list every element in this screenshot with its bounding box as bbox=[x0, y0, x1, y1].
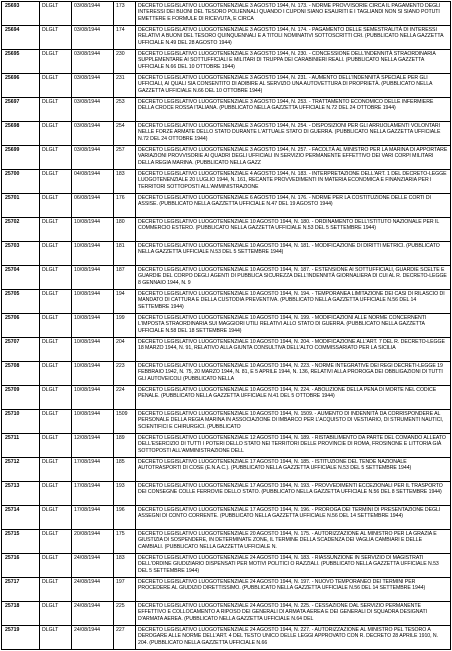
act-type: DLGLT bbox=[40, 602, 72, 626]
act-description: DECRETO LEGISLATIVO LUOGOTENENZIALE 20 AGOSTO 1944, N. 175. - AUTORIZZAZIONE AL MINISTRO PER LA GRAZIA E GIUSTIZIA DI SOSPENDERE, IN DETERMINATE ZONE, IL TERMINE DELLA SCADENZA DEI VAGLIA CAMBIARI E DELLE CAMBIALI. (PUBBLICATO NELLA GAZZETTA UFFICIALE N. bbox=[136, 530, 451, 554]
act-description: DECRETO LEGISLATIVO LUOGOTENENZIALE 10 AGOSTO 1944, N. 180. - ORDINAMENTO DELL'ISTITUTO NAZIONALE PER IL COMMERCIO ESTERO. (PUBBLICATO NELLA GAZZETTA UFFICIALE N.53 DEL 5 SETTEMBRE 1944) bbox=[136, 218, 451, 242]
act-date: 03/08/1944 bbox=[72, 122, 114, 146]
act-date: 17/08/1944 bbox=[72, 506, 114, 530]
table-row bbox=[2, 506, 451, 530]
record-number: 25698 bbox=[2, 122, 40, 146]
act-type: DLGLT bbox=[40, 482, 72, 506]
act-type: DLGLT bbox=[40, 98, 72, 122]
act-description: DECRETO LEGISLATIVO LUOGOTENENZIALE 3 AGOSTO 1944, N. 257. - FACOLTÀ AL MINISTRO PER LA MARINA DI APPORTARE VARIAZIONI PROVVISORIE AI QUADRI DEGLI UFFICIALI IN SERVIZIO PERMANENTE EFFETTIVO DEI VARI CORPI MILITARI DELLA REGIA MARINA. (PUBBLICATO NELLA GAZZ bbox=[136, 146, 451, 170]
table-row bbox=[2, 602, 451, 626]
act-date: 24/08/1944 bbox=[72, 578, 114, 602]
table-row bbox=[2, 242, 451, 266]
act-date: 10/08/1944 bbox=[72, 410, 114, 434]
table-row bbox=[2, 482, 451, 506]
act-type: DLGLT bbox=[40, 314, 72, 338]
act-date: 06/08/1944 bbox=[72, 194, 114, 218]
act-date: 04/08/1944 bbox=[72, 170, 114, 194]
act-description: DECRETO LEGISLATIVO LUOGOTENENZIALE 24 AGOSTO 1944, N. 183. - RIASSUNZIONE IN SERVIZIO DI MAGISTRATI DELL'ORDINE GIUDIZIARIO DISPENSATI PER MOTIVI POLITICI O RAZZIALI. (PUBBLICATO NELLA GAZZETTA UFFICIALE N.53 DEL 5 SETTEMBRE 1944) bbox=[136, 554, 451, 578]
table-row bbox=[2, 362, 451, 386]
record-number: 25712 bbox=[2, 458, 40, 482]
act-type: DLGLT bbox=[40, 242, 72, 266]
act-type: DLGLT bbox=[40, 410, 72, 434]
act-number: 254 bbox=[114, 122, 136, 146]
record-number: 25703 bbox=[2, 242, 40, 266]
act-type: DLGLT bbox=[40, 194, 72, 218]
act-type: DLGLT bbox=[40, 122, 72, 146]
record-number: 25702 bbox=[2, 218, 40, 242]
record-number: 25719 bbox=[2, 626, 40, 650]
record-number: 25710 bbox=[2, 410, 40, 434]
table-row bbox=[2, 74, 451, 98]
act-type: DLGLT bbox=[40, 386, 72, 410]
act-description: DECRETO LEGISLATIVO LUOGOTENENZIALE 10 AGOSTO 1944, N. 199. - MODIFICAZIONI ALLE NORME CONCERNENTI L'IMPOSTA STRAORDINARIA SUI MAGGIORI UTILI RELATIVI ALLO STATO DI GUERRA. (PUBBLICATO NELLA GAZZETTA UFFICIALE N.58 DEL 18 SETTEMBRE 1944) bbox=[136, 314, 451, 338]
record-number: 25704 bbox=[2, 266, 40, 290]
act-date: 03/08/1944 bbox=[72, 146, 114, 170]
act-type: DLGLT bbox=[40, 290, 72, 314]
table-row bbox=[2, 554, 451, 578]
table-row bbox=[2, 2, 451, 26]
record-number: 25696 bbox=[2, 74, 40, 98]
act-description: DECRETO LEGISLATIVO LUOGOTENENZIALE 17 AGOSTO 1944, N. 185. - ISTITUZIONE DEL TENDE NAZIONALE AUTOTRASPORTI DI COSE (E.N.A.C.). (PUBBLICATO NELLA GAZZETTA UFFICIALE N.53 DEL 5 SETTEMBRE 1944) bbox=[136, 458, 451, 482]
table-row bbox=[2, 98, 451, 122]
act-number: 197 bbox=[114, 578, 136, 602]
act-type: DLGLT bbox=[40, 578, 72, 602]
act-number: 231 bbox=[114, 74, 136, 98]
act-type: DLGLT bbox=[40, 218, 72, 242]
act-description: DECRETO LEGISLATIVO LUOGOTENENZIALE 10 AGOSTO 1944, N. 194. - TEMPORANEA LIMITAZIONE DEI CASI DI RILASCIO DI MANDATO DI CATTURA E DELLA CUSTODIA PREVENTIVA. (PUBBLICATO NELLA GAZZETTA UFFICIALE N.56 DEL 14 SETTEMBRE 1944) bbox=[136, 290, 451, 314]
act-date: 10/08/1944 bbox=[72, 386, 114, 410]
table-row bbox=[2, 26, 451, 50]
act-date: 24/08/1944 bbox=[72, 554, 114, 578]
table-row bbox=[2, 266, 451, 290]
act-number: 199 bbox=[114, 314, 136, 338]
act-type: DLGLT bbox=[40, 362, 72, 386]
act-date: 03/08/1944 bbox=[72, 26, 114, 50]
act-description: DECRETO LEGISLATIVO LUOGOTENENZIALE 12 AGOSTO 1944, N. 189. - RISTABILIMENTO DA PARTE DEL COMANDO ALLEATO DELL'ESERCIZIO DI TUTTI I POTERI DELLO STATO NEI TERRITORI DELLE PROVINCIE DI ROMA, FROSINONE E LITTORIA GIÀ SOTTOPOSTI ALL'AMMINISTRAZIONE DELL bbox=[136, 434, 451, 458]
act-type: DLGLT bbox=[40, 458, 72, 482]
act-description: DECRETO LEGISLATIVO LUOGOTENENZIALE 3 AGOSTO 1944, N. 174. - PAGAMENTO DELLE SEMESTRALITÀ DI INTERESSI RELATIVI A BUONI DEL TESORO QUINQUENNALI E A TITOLI NOMINATIVI SOTTOSCRITTI CRI. (PUBBLICATO NELLA GAZZETTA UFFICIALE N.49 DEL 28 AGOSTO 1944) bbox=[136, 26, 451, 50]
act-date: 10/08/1944 bbox=[72, 338, 114, 362]
act-number: 176 bbox=[114, 194, 136, 218]
act-description: DECRETO LEGISLATIVO LUOGOTENENZIALE 24 AGOSTO 1944, N. 197. - NUOVO TEMPORANEO DEI TERMINI PER PROCEDERE AL GIUDIZIO DIRETTISSIMO. (PUBBLICATO NELLA GAZZETTA UFFICIALE N.56 DEL 14 SETTEMBRE 1944) bbox=[136, 578, 451, 602]
table-row bbox=[2, 410, 451, 434]
act-number: 181 bbox=[114, 242, 136, 266]
act-description: DECRETO LEGISLATIVO LUOGOTENENZIALE 10 AGOSTO 1944, N. 187. - ESTENSIONE AI SOTTUFFICIALI, GUARDIE SCELTE E GUARDIE DEL CORPO DEGLI AGENTI DI PUBBLICA SICUREZZA DELL'INDENNITÀ GIORNALIERA DI CUI AL R. DECRETO-LEGGE 8 GENNAIO 1944, N. 9 bbox=[136, 266, 451, 290]
record-number: 25713 bbox=[2, 482, 40, 506]
act-description: DECRETO LEGISLATIVO LUOGOTENENZIALE 10 AGOSTO 1944, N. 181. - MODIFICAZIONE DI DIRITTI METRICI. (PUBBLICATO NELLA GAZZETTA UFFICIALE N.53 DEL 5 SETTEMBRE 1944) bbox=[136, 242, 451, 266]
act-type: DLGLT bbox=[40, 554, 72, 578]
table-row bbox=[2, 434, 451, 458]
act-type: DLGLT bbox=[40, 434, 72, 458]
record-number: 25705 bbox=[2, 290, 40, 314]
act-number: 253 bbox=[114, 98, 136, 122]
act-number: 183 bbox=[114, 170, 136, 194]
act-number: 1509 bbox=[114, 410, 136, 434]
act-number: 185 bbox=[114, 458, 136, 482]
record-number: 25718 bbox=[2, 602, 40, 626]
act-description: DECRETO LEGISLATIVO LUOGOTENENZIALE 6 AGOSTO 1944, N. 176. - NORME PER LA COSTITUZIONE DELLE CORTI DI ASSISE. (PUBBLICATO NELLA GAZZETTA UFFICIALE N.47 DEL 19 AGOSTO 1944) bbox=[136, 194, 451, 218]
act-number: 225 bbox=[114, 602, 136, 626]
act-number: 180 bbox=[114, 218, 136, 242]
act-type: DLGLT bbox=[40, 74, 72, 98]
table-row bbox=[2, 314, 451, 338]
act-number: 224 bbox=[114, 386, 136, 410]
act-number: 183 bbox=[114, 554, 136, 578]
act-type: DLGLT bbox=[40, 266, 72, 290]
act-number: 174 bbox=[114, 26, 136, 50]
act-date: 03/08/1944 bbox=[72, 50, 114, 74]
record-number: 25716 bbox=[2, 554, 40, 578]
act-type: DLGLT bbox=[40, 50, 72, 74]
act-number: 189 bbox=[114, 434, 136, 458]
act-number: 175 bbox=[114, 530, 136, 554]
table-row bbox=[2, 218, 451, 242]
act-date: 10/08/1944 bbox=[72, 314, 114, 338]
table-row bbox=[2, 338, 451, 362]
act-description: DECRETO LEGISLATIVO LUOGOTENENZIALE 24 AGOSTO 1944, N. 227. - AUTORIZZAZIONE AL MINISTRO PEL TESORO A DEROGARE ALLE NORME DELL'ART. 4 DEL TESTO UNICO DELLE LEGGI APPROVATO CON R. DECRETO 28 APRILE 1910, N. 204. (PUBBLICATO NELLA GAZZETTA UFFICIALE N.66 bbox=[136, 626, 451, 650]
table-row bbox=[2, 530, 451, 554]
act-date: 24/08/1944 bbox=[72, 602, 114, 626]
act-type: DLGLT bbox=[40, 26, 72, 50]
record-number: 25717 bbox=[2, 578, 40, 602]
record-number: 25695 bbox=[2, 50, 40, 74]
act-date: 03/08/1944 bbox=[72, 2, 114, 26]
act-number: 230 bbox=[114, 50, 136, 74]
record-number: 25699 bbox=[2, 146, 40, 170]
table-row bbox=[2, 458, 451, 482]
act-type: DLGLT bbox=[40, 530, 72, 554]
act-number: 187 bbox=[114, 266, 136, 290]
act-date: 17/08/1944 bbox=[72, 482, 114, 506]
table-row bbox=[2, 170, 451, 194]
act-type: DLGLT bbox=[40, 506, 72, 530]
table-row bbox=[2, 194, 451, 218]
act-description: DECRETO LEGISLATIVO LUOGOTENENZIALE 3 AGOSTO 1944, N. 173. - NORME PROVVISORIE CIRCA IL PAGAMENTO DEGLI INTERESSI DEI BUONI DEL TESORO POLIENNALI QUANDO I CUPONI SIANO ESAURITI E I TAGLIANDI NON SI SIANO POTUTI EMETTERE E FORMULE DI RICEVUTA, E CIRCA bbox=[136, 2, 451, 26]
act-description: DECRETO LEGISLATIVO LUOGOTENENZIALE 17 AGOSTO 1944, N. 196. - PROROGA DEI TERMINI DI PRESENTAZIONE DEGLI ASSEGNI DI CONTO CORRENTE. (PUBBLICATO NELLA GAZZETTA UFFICIALE N.56 DEL 14 SETTEMBRE 1944) bbox=[136, 506, 451, 530]
record-number: 25694 bbox=[2, 26, 40, 50]
act-description: DECRETO LEGISLATIVO LUOGOTENENZIALE 10 AGOSTO 1944, N. 224. - ABOLIZIONE DELLA PENA DI MORTE NEL CODICE PENALE. (PUBBLICATO NELLA GAZZETTA UFFICIALE N.41 DEL 5 OTTOBRE 1944) bbox=[136, 386, 451, 410]
act-date: 10/08/1944 bbox=[72, 218, 114, 242]
record-number: 25714 bbox=[2, 506, 40, 530]
act-description: DECRETO LEGISLATIVO LUOGOTENENZIALE 3 AGOSTO 1944, N. 253. - TRATTAMENTO ECONOMICO DELLE INFERMIERE DELLA CROCE ROSSA ITALIANA. (PUBBLICATO NELLA GAZZETTA UFFICIALE N.72 DEL 24 OTTOBRE 1944) bbox=[136, 98, 451, 122]
act-date: 24/08/1944 bbox=[72, 626, 114, 650]
act-number: 227 bbox=[114, 626, 136, 650]
act-date: 17/08/1944 bbox=[72, 458, 114, 482]
act-date: 03/08/1944 bbox=[72, 98, 114, 122]
act-description: DECRETO LEGISLATIVO LUOGOTENENZIALE 10 AGOSTO 1944, N. 204. - MODIFICAZIONE ALL'ART. 7 DEL R. DECRETO-LEGGE 18 MARZO 1944, N. 91, RELATIVO ALLA GIUNTA CONSULTIVA DELL'ALTO COMMISSARIATO PER LA SICILIA bbox=[136, 338, 451, 362]
act-date: 12/08/1944 bbox=[72, 434, 114, 458]
record-number: 25715 bbox=[2, 530, 40, 554]
table-row bbox=[2, 626, 451, 650]
act-description: DECRETO LEGISLATIVO LUOGOTENENZIALE 3 AGOSTO 1944, N. 231. - AUMENTO DELL'INDENNITÀ SPECIALE PER GLI UFFICIALI, AI QUALI SIA CONSENTITO DI ADIBIRE AL SERVIZIO UNA AUTOVETTURA DI PROPRIETÀ. (PUBBLICATO NELLA GAZZETTA UFFICIALE N.66 DEL 10 OTTOBRE 1944) bbox=[136, 74, 451, 98]
act-date: 20/08/1944 bbox=[72, 530, 114, 554]
decree-table-body bbox=[2, 2, 451, 650]
act-date: 10/08/1944 bbox=[72, 290, 114, 314]
act-number: 194 bbox=[114, 290, 136, 314]
act-description: DECRETO LEGISLATIVO LUOGOTENENZIALE 17 AGOSTO 1944, N. 193. - PROVVEDIMENTI ECCEZIONALI PER IL TRASPORTO DEI CONSEGNE COLLE FERROVIE DELLO STATO. (PUBBLICATO NELLA GAZZETTA UFFICIALE N.56 DEL 8 SETTEMBRE 1944) bbox=[136, 482, 451, 506]
table-row bbox=[2, 386, 451, 410]
act-date: 10/08/1944 bbox=[72, 242, 114, 266]
act-description: DECRETO LEGISLATIVO LUOGOTENENZIALE 10 AGOSTO 1944, N. 223. - NORME INTEGRATIVE DEI REGI DECRETI-LEGGE 19 FEBBRAIO 1942, N. 75, 20 MARZO 1944, N. 81, E 5 APRILE 1944, N. 136, RELATIVI ALLA PROROGA DEI OBBLIGAZIONI DI TUTTI GLI AUTOVEICOLI (PUBBLICATO NELLA bbox=[136, 362, 451, 386]
act-number: 193 bbox=[114, 482, 136, 506]
decree-table bbox=[1, 1, 451, 650]
table-row bbox=[2, 50, 451, 74]
act-number: 204 bbox=[114, 338, 136, 362]
act-date: 10/08/1944 bbox=[72, 362, 114, 386]
record-number: 25693 bbox=[2, 2, 40, 26]
table-row bbox=[2, 122, 451, 146]
act-number: 173 bbox=[114, 2, 136, 26]
record-number: 25707 bbox=[2, 338, 40, 362]
record-number: 25709 bbox=[2, 386, 40, 410]
act-type: DLGLT bbox=[40, 146, 72, 170]
act-type: DLGLT bbox=[40, 626, 72, 650]
act-description: DECRETO LEGISLATIVO LUOGOTENENZIALE 24 AGOSTO 1944, N. 225. - CESSAZIONE DAL SERVIZIO PERMANENTE EFFETTIVO E COLLOCAMENTO A RIPOSO DEI GENERALI DI ARMATA AEREA E DEI GENERALI DI SQUADRA DESIGNATI D'ARMATA AEREA. (PUBBLICATO NELLA GAZZETTA UFFICIALE N.64 DEL bbox=[136, 602, 451, 626]
act-date: 03/08/1944 bbox=[72, 74, 114, 98]
act-type: DLGLT bbox=[40, 2, 72, 26]
table-row bbox=[2, 578, 451, 602]
act-number: 257 bbox=[114, 146, 136, 170]
act-description: DECRETO LEGISLATIVO LUOGOTENENZIALE 3 AGOSTO 1944, N. 254. - DISPOSIZIONI PER GLI ARRUOLAMENTI VOLONTARI NELLE FORZE ARMATE DELLO STATO DURANTE L'ATTUALE STATO DI GUERRA. (PUBBLICATO NELLA GAZZETTA UFFICIALE N.72 DEL 24 OTTOBRE 1944) bbox=[136, 122, 451, 146]
record-number: 25700 bbox=[2, 170, 40, 194]
act-number: 223 bbox=[114, 362, 136, 386]
record-number: 25697 bbox=[2, 98, 40, 122]
act-description: DECRETO LEGISLATIVO LUOGOTENENZIALE 4 AGOSTO 1944, N. 183. - INTERPRETAZIONE DELL'ART. 1 DEL DECRETO-LEGGE LUOGOTENENZIALE 20 LUGLIO 1944, N. 161, RECANTE PROVVEDIMENTI IN MATERIA ECONOMICA E FINANZIARIA PER I TERRITORI SOTTOPOSTI ALL'AMMINISTRAZIONE bbox=[136, 170, 451, 194]
act-type: DLGLT bbox=[40, 170, 72, 194]
table-row bbox=[2, 146, 451, 170]
act-description: DECRETO LEGISLATIVO LUOGOTENENZIALE 10 AGOSTO 1944, N. 1509. - AUMENTO DI INDENNITÀ DA CORRISPONDERE AL PERSONALE DELLA REGIA MARINA IN ASSOCIAZIONE DI IMBARCO PER L'ACQUISTO DI VESTIARIO, DI STRUMENTI NAUTICI, SCIENTIFICI E CHIRURGICI. (PUBBLICATO bbox=[136, 410, 451, 434]
act-date: 10/08/1944 bbox=[72, 266, 114, 290]
table-row bbox=[2, 290, 451, 314]
act-type: DLGLT bbox=[40, 338, 72, 362]
record-number: 25711 bbox=[2, 434, 40, 458]
act-description: DECRETO LEGISLATIVO LUOGOTENENZIALE 3 AGOSTO 1944, N. 230. - CONCESSIONE DELL'INDENNITÀ STRAORDINARIA SUPPLEMENTARE AI SOTTUFFICIALI E MILITARI DI TRUPPA DEI CARABINIERI REALI. (PUBBLICATO NELLA GAZZETTA UFFICIALE N.66 DEL 10 OTTOBRE 1944) bbox=[136, 50, 451, 74]
record-number: 25701 bbox=[2, 194, 40, 218]
record-number: 25708 bbox=[2, 362, 40, 386]
record-number: 25706 bbox=[2, 314, 40, 338]
act-number: 196 bbox=[114, 506, 136, 530]
